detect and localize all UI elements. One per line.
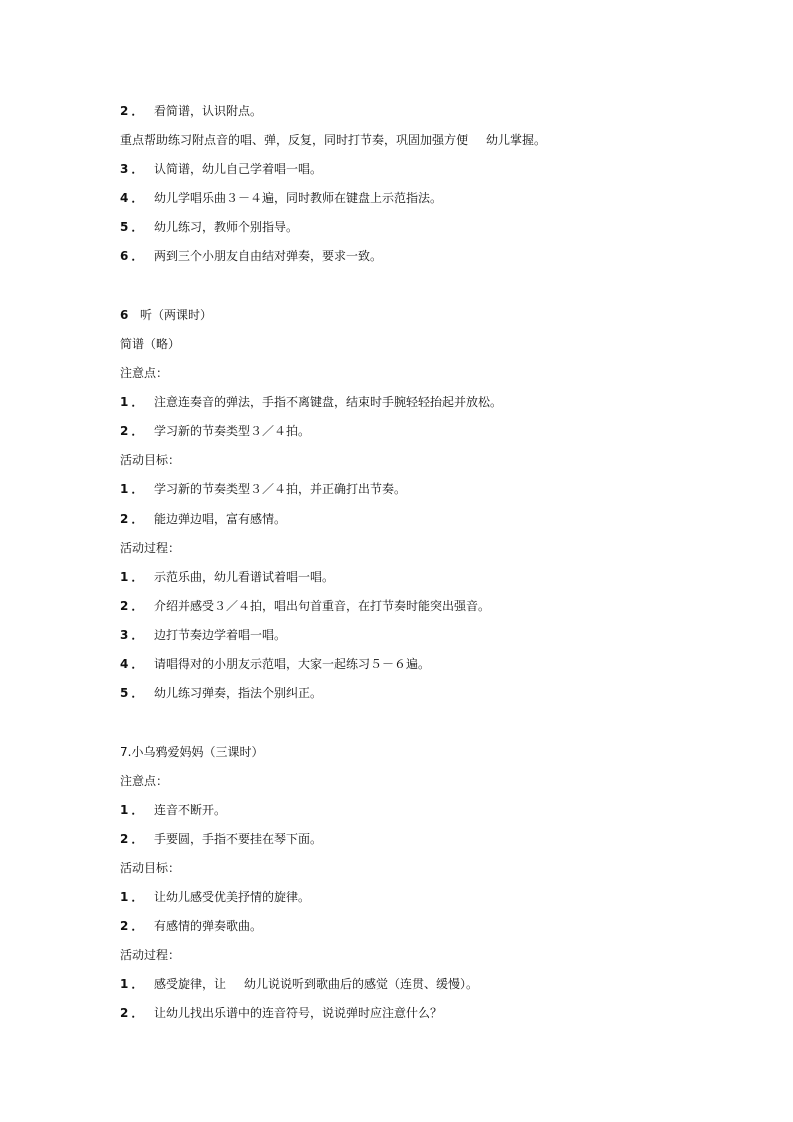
item-number: 6． (120, 249, 147, 263)
item-text: 注意连奏音的弹法，手指不离键盘，结束时手腕轻轻抬起并放松。 (154, 395, 503, 409)
item-number: 2． (120, 1006, 147, 1020)
list-item (120, 890, 310, 904)
item-number: 2． (120, 104, 147, 118)
item-text: 看简谱，认识附点。 (154, 104, 263, 118)
lesson-title: 7.小乌鸦爱妈妈（三课时） (120, 745, 264, 759)
lesson-title-text: 听（两课时） (140, 308, 213, 322)
section-heading: 注意点： (120, 774, 169, 788)
item-number: 1． (120, 803, 147, 817)
section-heading: 活动目标： (120, 861, 181, 875)
item-text-continued: 幼儿说说听到歌曲后的感觉（连贯、缓慢）。 (244, 977, 479, 991)
list-item (120, 803, 226, 817)
section-heading: 注意点： (120, 366, 169, 380)
score-label: 简谱（略） (120, 337, 181, 351)
item-number: 5． (120, 220, 147, 234)
paragraph-text-continued: 幼儿掌握。 (486, 133, 547, 147)
list-item (120, 191, 442, 205)
item-text: 请唱得对的小朋友示范唱，大家一起练习５－６遍。 (154, 657, 431, 671)
item-text: 两到三个小朋友自由结对弹奏，要求一致。 (154, 249, 383, 263)
item-text: 手要圆，手指不要挂在琴下面。 (154, 832, 323, 846)
list-item (120, 686, 322, 700)
item-text: 能边弹边唱，富有感情。 (154, 512, 287, 526)
section-heading: 活动过程： (120, 541, 181, 555)
list-item (120, 395, 502, 409)
section-heading: 活动目标： (120, 453, 181, 467)
list-item (120, 570, 334, 584)
item-number: 1． (120, 395, 147, 409)
item-text: 学习新的节奏类型３／４拍。 (154, 424, 311, 438)
list-item (120, 104, 262, 118)
item-number: 4． (120, 191, 147, 205)
item-number: 1． (120, 570, 147, 584)
list-item (120, 599, 490, 613)
list-item (120, 977, 478, 991)
item-number: 1． (120, 977, 147, 991)
item-text: 幼儿学唱乐曲３－４遍，同时教师在键盘上示范指法。 (154, 191, 443, 205)
item-number: 2． (120, 424, 147, 438)
item-text: 幼儿练习弹奏，指法个别纠正。 (154, 686, 323, 700)
list-item (120, 162, 322, 176)
item-number: 1． (120, 482, 147, 496)
item-number: 2． (120, 919, 147, 933)
item-number: 5． (120, 686, 147, 700)
item-number: 4． (120, 657, 147, 671)
item-text: 幼儿练习，教师个别指导。 (154, 220, 299, 234)
item-number: 2． (120, 832, 147, 846)
item-text: 让幼儿感受优美抒情的旋律。 (154, 890, 311, 904)
section-heading: 活动过程： (120, 948, 181, 962)
item-number: 1． (120, 890, 147, 904)
list-item (120, 482, 406, 496)
list-item (120, 220, 298, 234)
item-number: 2． (120, 512, 147, 526)
list-item (120, 919, 262, 933)
paragraph (120, 133, 546, 147)
item-text: 连音不断开。 (154, 803, 227, 817)
list-item (120, 249, 382, 263)
item-text: 感受旋律，让 (154, 977, 227, 991)
item-number: 3． (120, 628, 147, 642)
paragraph-text: 重点帮助练习附点音的唱、弹，反复，同时打节奏，巩固加强方便 (120, 133, 469, 147)
item-number: 2． (120, 599, 147, 613)
item-text: 介绍并感受３／４拍，唱出句首重音，在打节奏时能突出强音。 (154, 599, 491, 613)
item-text: 让幼儿找出乐谱中的连音符号，说说弹时应注意什么？ (154, 1006, 443, 1020)
item-text: 有感情的弹奏歌曲。 (154, 919, 263, 933)
list-item (120, 424, 310, 438)
list-item (120, 832, 322, 846)
item-text: 边打节奏边学着唱一唱。 (154, 628, 287, 642)
item-text: 认简谱，幼儿自己学着唱一唱。 (154, 162, 323, 176)
item-text: 示范乐曲，幼儿看谱试着唱一唱。 (154, 570, 335, 584)
item-text: 学习新的节奏类型３／４拍，并正确打出节奏。 (154, 482, 407, 496)
lesson-number: 6 (120, 308, 129, 322)
list-item (120, 628, 286, 642)
list-item (120, 1006, 442, 1020)
item-number: 3． (120, 162, 147, 176)
lesson-title (120, 308, 212, 322)
list-item (120, 657, 430, 671)
list-item (120, 512, 286, 526)
